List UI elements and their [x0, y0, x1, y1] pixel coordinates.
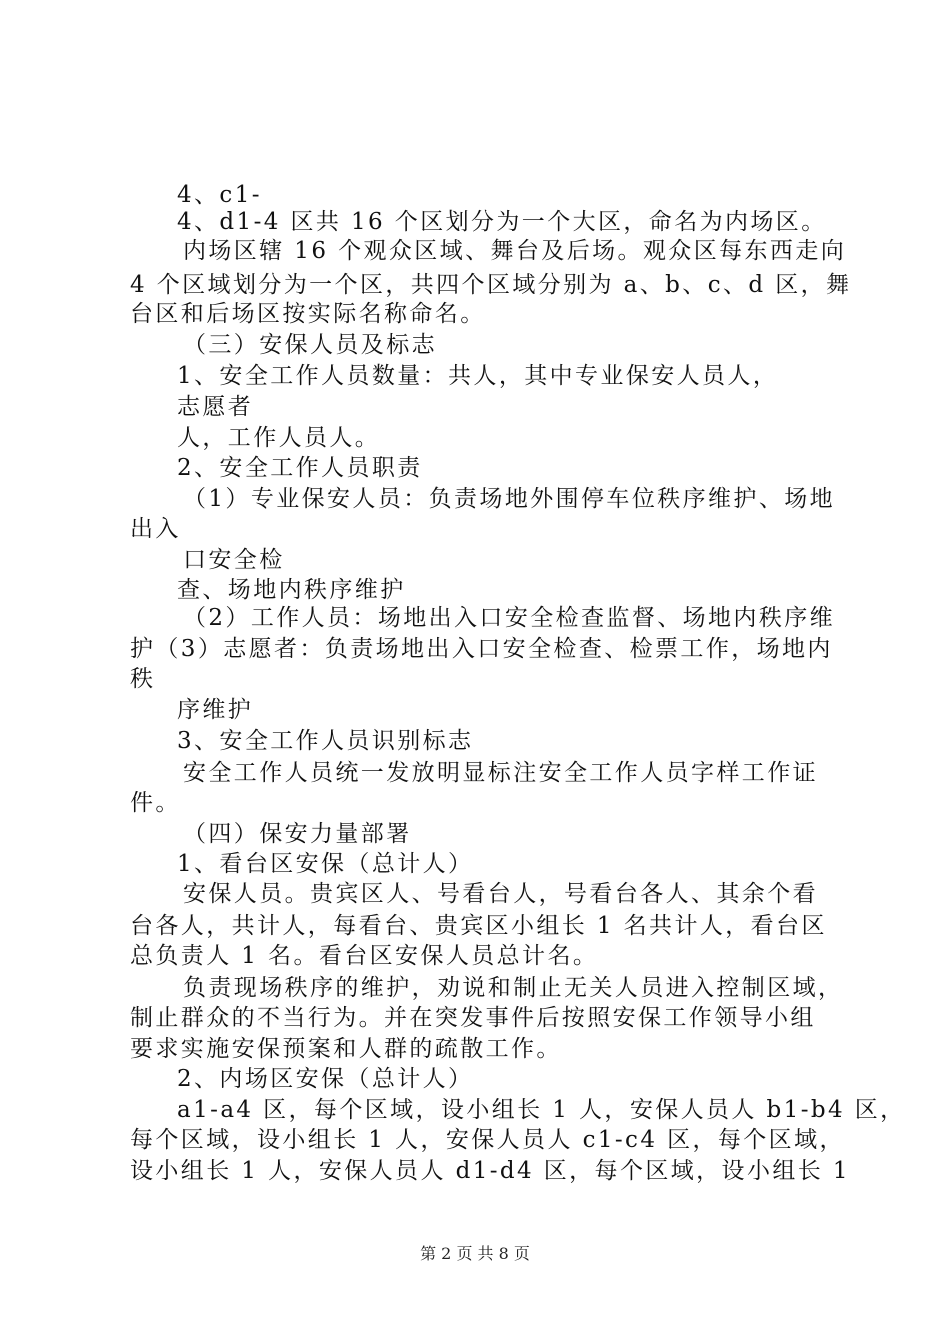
text-line: 制止群众的不当行为。并在突发事件后按照安保工作领导小组: [130, 1005, 816, 1031]
text-line: 护（3）志愿者：负责场地出入口安全检查、检票工作，场地内: [130, 636, 833, 662]
text-line: 4、d1-4 区共 16 个区划分为一个大区，命名为内场区。: [177, 209, 827, 235]
text-line: （2）工作人员：场地出入口安全检查监督、场地内秩序维: [183, 605, 836, 631]
text-line: 口安全检: [183, 547, 285, 573]
section-heading: （三）安保人员及标志: [183, 332, 437, 358]
text-line: 安全工作人员统一发放明显标注安全工作人员字样工作证: [183, 760, 818, 786]
text-line: 总负责人 1 名。看台区安保人员总计名。: [130, 943, 599, 969]
text-line: 查、场地内秩序维护: [177, 577, 406, 603]
text-line: 每个区域，设小组长 1 人，安保人员人 c1-c4 区，每个区域，: [130, 1127, 845, 1153]
text-line: 件。: [130, 790, 181, 816]
text-line: 1、安全工作人员数量：共人，其中专业保安人员人，: [177, 363, 779, 389]
page-footer: 第 2 页 共 8 页: [420, 1244, 530, 1263]
section-heading: （四）保安力量部署: [183, 821, 412, 847]
text-line: 3、安全工作人员识别标志: [177, 728, 474, 754]
text-line: 志愿者: [177, 394, 254, 420]
text-line: 台区和后场区按实际名称命名。: [130, 301, 486, 327]
text-line: 秩: [130, 666, 156, 692]
text-line: 4、c1-: [177, 182, 262, 208]
text-line: 台各人，共计人，每看台、贵宾区小组长 1 名共计人，看台区: [130, 913, 827, 939]
text-line: 负责现场秩序的维护，劝说和制止无关人员进入控制区域，: [183, 975, 844, 1001]
text-line: 出入: [130, 516, 181, 542]
text-line: （1）专业保安人员：负责场地外围停车位秩序维护、场地: [183, 486, 836, 512]
text-line: 设小组长 1 人，安保人员人 d1-d4 区，每个区域，设小组长 1: [130, 1158, 850, 1184]
text-line: 内场区辖 16 个观众区域、舞台及后场。观众区每东西走向: [183, 238, 847, 264]
text-line: a1-a4 区，每个区域，设小组长 1 人，安保人员人 b1-b4 区，: [177, 1097, 906, 1123]
text-line: 要求实施安保预案和人群的疏散工作。: [130, 1036, 562, 1062]
text-line: 4 个区域划分为一个区，共四个区域分别为 a、b、c、d 区，舞: [130, 272, 852, 298]
text-line: 人，工作人员人。: [177, 425, 381, 451]
text-line: 2、安全工作人员职责: [177, 455, 423, 481]
text-line: 2、内场区安保（总计人）: [177, 1066, 474, 1092]
text-line: 序维护: [177, 697, 254, 723]
text-line: 1、看台区安保（总计人）: [177, 851, 474, 877]
text-line: 安保人员。贵宾区人、号看台人，号看台各人、其余个看: [183, 881, 818, 907]
